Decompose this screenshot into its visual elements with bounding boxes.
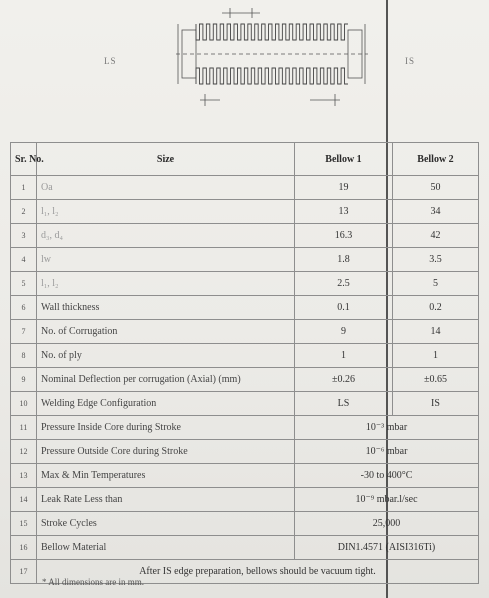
row-bellow-2: 34: [393, 200, 479, 224]
row-bellow-2: 14: [393, 320, 479, 344]
table-row: [11, 392, 479, 416]
table-row: [11, 224, 479, 248]
row-bellow-1: ±0.26: [295, 368, 393, 392]
bellow-drawing: [160, 2, 380, 122]
row-size: Nominal Deflection per corrugation (Axial) (mm): [37, 368, 295, 392]
row-number: 13: [11, 464, 37, 488]
row-number: 10: [11, 392, 37, 416]
row-bellow-1: LS: [295, 392, 393, 416]
row-number: 3: [11, 224, 37, 248]
corrugation-bottom: [196, 68, 348, 84]
row-shared-value: DIN1.4571 (AISI316Ti): [295, 536, 479, 560]
row-bellow-2: 42: [393, 224, 479, 248]
row-bellow-2: 50: [393, 176, 479, 200]
table-row: [11, 368, 479, 392]
row-number: 17: [11, 560, 37, 584]
row-size: No. of Corrugation: [37, 320, 295, 344]
table-row: [11, 320, 479, 344]
table-row: [11, 176, 479, 200]
row-size: Oa: [37, 176, 295, 200]
row-size: Stroke Cycles: [37, 512, 295, 536]
row-bellow-1: 16.3: [295, 224, 393, 248]
table-header-row: [11, 143, 479, 176]
row-bellow-2: IS: [393, 392, 479, 416]
row-bellow-1: 1.8: [295, 248, 393, 272]
row-size: d₃, d₄: [37, 224, 295, 248]
row-shared-value: 25,000: [295, 512, 479, 536]
row-number: 7: [11, 320, 37, 344]
row-shared-value: 10⁻³ mbar: [295, 416, 479, 440]
row-number: 11: [11, 416, 37, 440]
row-number: 14: [11, 488, 37, 512]
row-number: 4: [11, 248, 37, 272]
row-size: Leak Rate Less than: [37, 488, 295, 512]
row-size: Welding Edge Configuration: [37, 392, 295, 416]
table-row: [11, 296, 479, 320]
row-number: 6: [11, 296, 37, 320]
row-number: 16: [11, 536, 37, 560]
row-number: 9: [11, 368, 37, 392]
row-number: 8: [11, 344, 37, 368]
row-number: 1: [11, 176, 37, 200]
row-size: l₁, l₂: [37, 272, 295, 296]
header-size: Size: [37, 143, 295, 176]
header-sr-no: Sr. No.: [11, 143, 37, 176]
footnote: * All dimensions are in mm.: [42, 577, 144, 587]
row-size: No. of ply: [37, 344, 295, 368]
table-row: [11, 344, 479, 368]
row-bellow-2: 5: [393, 272, 479, 296]
row-size: Max & Min Temperatures: [37, 464, 295, 488]
bellow-spec-table: [10, 142, 479, 584]
table-row: [11, 200, 479, 224]
row-number: 5: [11, 272, 37, 296]
row-size: l₁, l₂: [37, 200, 295, 224]
row-bellow-2: ±0.65: [393, 368, 479, 392]
table-row: [11, 416, 479, 440]
row-size: Wall thickness: [37, 296, 295, 320]
row-bellow-2: 0.2: [393, 296, 479, 320]
table-row: [11, 248, 479, 272]
row-size: Pressure Outside Core during Stroke: [37, 440, 295, 464]
row-full-note: After IS edge preparation, bellows should be vacuum tight.: [37, 560, 479, 584]
header-bellow-2: Bellow 2: [393, 143, 479, 176]
row-size: Bellow Material: [37, 536, 295, 560]
table-row: [11, 536, 479, 560]
row-bellow-1: 1: [295, 344, 393, 368]
row-shared-value: 10⁻⁶ mbar: [295, 440, 479, 464]
table-row: [11, 440, 479, 464]
row-bellow-1: 19: [295, 176, 393, 200]
table-row: [11, 488, 479, 512]
row-bellow-2: 1: [393, 344, 479, 368]
row-shared-value: 10⁻⁹ mbar.l/sec: [295, 488, 479, 512]
row-bellow-1: 0.1: [295, 296, 393, 320]
row-bellow-1: 9: [295, 320, 393, 344]
drawing-label-is: IS: [405, 56, 416, 66]
row-bellow-2: 3.5: [393, 248, 479, 272]
row-shared-value: -30 to 400°C: [295, 464, 479, 488]
drawing-label-ls: LS: [104, 56, 117, 66]
table-row: [11, 464, 479, 488]
table-row: [11, 512, 479, 536]
header-bellow-1: Bellow 1: [295, 143, 393, 176]
row-number: 12: [11, 440, 37, 464]
row-size: Pressure Inside Core during Stroke: [37, 416, 295, 440]
table-row: [11, 272, 479, 296]
row-number: 15: [11, 512, 37, 536]
row-number: 2: [11, 200, 37, 224]
row-bellow-1: 2.5: [295, 272, 393, 296]
row-bellow-1: 13: [295, 200, 393, 224]
corrugation-top: [196, 24, 348, 40]
row-size: lw: [37, 248, 295, 272]
